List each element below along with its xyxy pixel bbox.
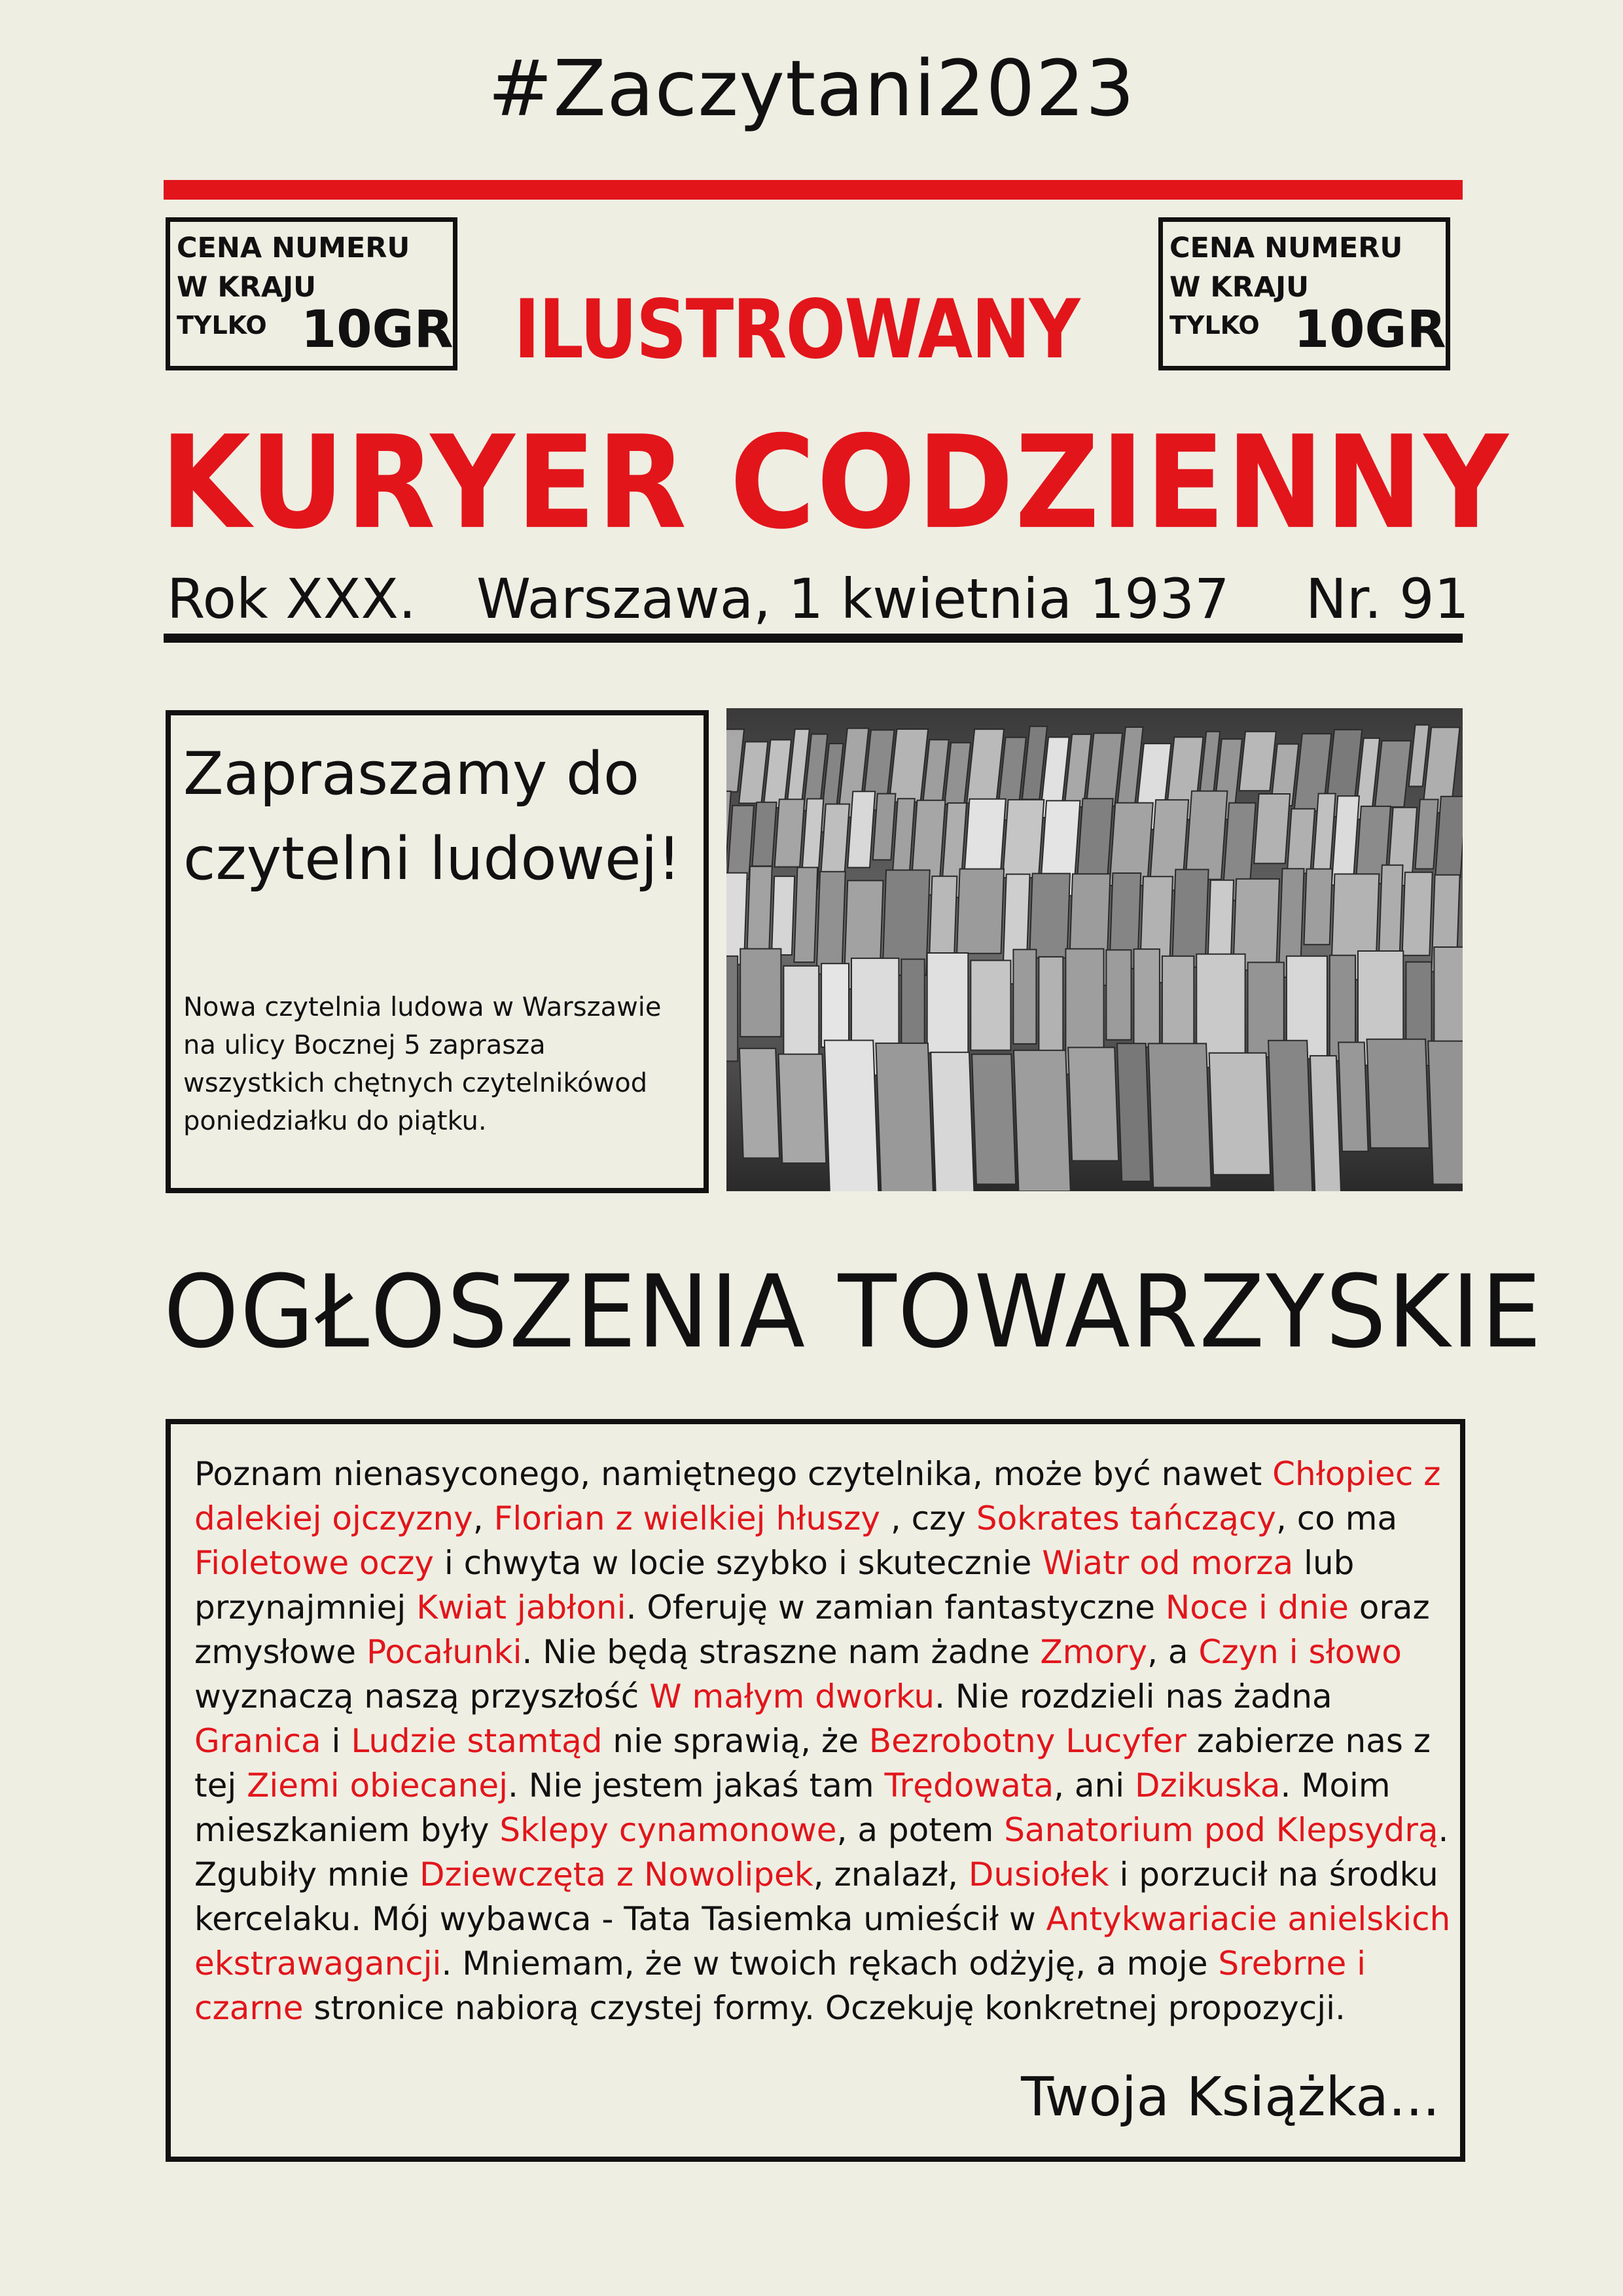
book-edge: [1402, 872, 1433, 956]
book-edge: [1304, 869, 1332, 945]
book-edge: [1068, 1047, 1118, 1160]
book-edge: [1367, 1039, 1429, 1148]
book-edge: [775, 799, 805, 867]
ad-prose: , ani: [1054, 1767, 1135, 1804]
price-amount: 10GR: [301, 300, 454, 359]
book-title: Florian z wielkiej hłuszy: [493, 1499, 880, 1537]
book-title: Zmory: [1040, 1633, 1148, 1671]
price-label-line2: W KRAJU: [177, 271, 317, 304]
book-edge: [1254, 794, 1290, 863]
book-edge: [1106, 950, 1131, 1039]
book-edge: [931, 1052, 974, 1191]
book-edge: [1186, 791, 1228, 880]
book-edge: [1134, 949, 1160, 1047]
promo-title: Zapraszamy do czytelni ludowej!: [183, 740, 681, 893]
dateline-year: Rok XXX.: [167, 567, 416, 631]
book-edge: [1434, 947, 1463, 1043]
ad-prose: lub przynajmniej: [194, 1544, 1355, 1626]
ad-prose: . Moim mieszkaniem były: [194, 1767, 1391, 1849]
book-title: Dzikuska: [1135, 1767, 1281, 1804]
book-edge: [794, 867, 817, 962]
book-edge: [1268, 1041, 1313, 1191]
ad-prose: i chwyta w locie szybko i skutecznie: [433, 1544, 1043, 1582]
book-edge: [825, 1041, 879, 1192]
book-edge: [901, 960, 924, 1057]
book-title: Sokrates tańczący: [976, 1499, 1277, 1537]
ad-prose: , znalazł,: [813, 1856, 969, 1893]
price-box-left: [166, 217, 457, 370]
book-edge: [927, 953, 969, 1053]
ad-prose: . Nie będą straszne nam żadne: [522, 1633, 1041, 1671]
book-title: Pocałunki: [366, 1633, 522, 1671]
book-edge: [1039, 957, 1063, 1052]
book-title: Sklepy cynamonowe: [499, 1811, 837, 1849]
book-edge: [1338, 1043, 1368, 1152]
price-label-line2: W KRAJU: [1169, 271, 1310, 304]
books-photo: [726, 708, 1463, 1191]
ad-prose: i: [321, 1722, 351, 1760]
book-edge: [1375, 741, 1411, 807]
ad-prose: , co ma: [1276, 1499, 1398, 1537]
price-label-line3: TYLKO: [177, 311, 267, 340]
ad-prose: . Nie rozdzieli nas żadna: [935, 1677, 1332, 1715]
book-title: Fioletowe oczy: [194, 1544, 434, 1582]
book-edge: [929, 876, 957, 956]
promo-body: Nowa czytelnia ludowa w Warszawie na ulicy Bocznej 5 zaprasza wszystkich chętnych czytelnikówod poniedziałku do piątku.: [183, 992, 662, 1136]
book-edge: [1310, 1056, 1342, 1191]
book-title: Ludzie stamtąd: [351, 1722, 603, 1760]
book-title: Wiatr od morza: [1042, 1544, 1294, 1582]
book-edge: [1003, 800, 1044, 878]
book-edge: [957, 869, 1004, 954]
price-label-line1: CENA NUMERU: [1169, 232, 1403, 264]
book-title: W małym dworku: [649, 1677, 935, 1715]
book-edge: [740, 1049, 779, 1158]
book-title: Kwiat jabłoni: [416, 1588, 626, 1626]
masthead-title: KURYER CODZIENNY: [160, 408, 1510, 558]
book-title: Czyn i słowo: [1198, 1633, 1402, 1671]
book-title: Dziewczęta z Nowolipek: [419, 1856, 813, 1893]
ad-prose: oraz zmysłowe: [194, 1588, 1430, 1671]
masthead-subtitle: ILUSTROWANY: [514, 283, 1079, 378]
book-edge: [1172, 870, 1209, 967]
book-edge: [752, 802, 776, 867]
book-edge: [1240, 732, 1276, 791]
ad-prose: stronice nabiorą czystej formy. Oczekuję konkretnej propozycji.: [303, 1989, 1346, 2027]
section-title: OGŁOSZENIA TOWARZYSKIE: [164, 1253, 1543, 1371]
ad-prose: ,: [473, 1499, 494, 1537]
ad-prose: . Nie jestem jakaś tam: [508, 1767, 885, 1804]
book-edge: [1013, 950, 1036, 1044]
book-edge: [1287, 809, 1315, 874]
ad-prose: wyznaczą naszą przyszłość: [194, 1677, 650, 1715]
price-box-right: [1158, 217, 1450, 370]
book-edge: [726, 956, 738, 1062]
dateline-place-date: Warszawa, 1 kwietnia 1937: [476, 567, 1230, 631]
book-edge: [740, 949, 781, 1037]
ad-text: [194, 1452, 1467, 2030]
book-title: Bezrobotny Lucyfer: [868, 1722, 1186, 1760]
ad-prose: , a potem: [836, 1811, 1005, 1849]
price-amount: 10GR: [1294, 300, 1446, 359]
black-divider: [164, 634, 1463, 643]
book-title: Noce i dnie: [1165, 1588, 1349, 1626]
book-title: Granica: [194, 1722, 321, 1760]
book-edge: [821, 963, 849, 1047]
book-edge: [779, 1054, 827, 1164]
book-title: Dusiołek: [968, 1856, 1109, 1893]
book-edge: [873, 794, 896, 860]
red-divider: [164, 180, 1463, 200]
book-edge: [1014, 1050, 1071, 1191]
dateline-issue: Nr. 91: [1306, 567, 1469, 631]
book-edge: [876, 1043, 933, 1191]
book-edge: [847, 791, 875, 867]
ad-prose: , a: [1147, 1633, 1199, 1671]
books-photo-illustration: [726, 708, 1463, 1191]
book-edge: [971, 960, 1010, 1050]
ad-prose: i porzucił na środku kercelaku. Mój wybawca - Tata Tasiemka umieścił w: [194, 1856, 1438, 1938]
book-edge: [1029, 874, 1070, 958]
book-title: Srebrne i czarne: [194, 1945, 1366, 2027]
book-title: Sanatorium pod Klepsydrą: [1004, 1811, 1438, 1849]
book-edge: [1379, 865, 1403, 957]
book-title: Trędowata: [884, 1767, 1054, 1804]
ad-prose: . Mniemam, że w twoich rękach odżyję, a moje: [441, 1945, 1219, 1982]
ad-prose: . Oferuję w zamian fantastyczne: [626, 1588, 1166, 1626]
book-edge: [747, 867, 772, 956]
ad-prose: , czy: [880, 1499, 976, 1537]
ad-prose: . Zgubiły mnie: [194, 1811, 1449, 1893]
book-edge: [817, 872, 846, 974]
ad-prose: zabierze nas z tej: [194, 1722, 1431, 1804]
ad-prose: nie sprawią, że: [602, 1722, 869, 1760]
book-title: Antykwariacie anielskich ekstrawagancji: [194, 1900, 1451, 1982]
book-edge: [772, 876, 794, 955]
hashtag-heading: #Zaczytani2023: [488, 43, 1135, 134]
price-label-line3: TYLKO: [1169, 311, 1260, 340]
book-title: Chłopiec z dalekiej ojczyzny: [194, 1455, 1441, 1537]
book-edge: [1149, 1043, 1211, 1187]
ad-signature: Twoja Książka...: [1021, 2066, 1440, 2128]
book-edge: [1428, 1041, 1463, 1185]
book-edge: [1117, 1043, 1150, 1181]
book-edge: [1209, 1053, 1270, 1175]
ad-prose: Poznam nienasyconego, namiętnego czytelnika, może być nawet: [194, 1455, 1273, 1493]
book-title: Ziemi obiecanej: [247, 1767, 508, 1804]
book-edge: [972, 1054, 1016, 1185]
price-label-line1: CENA NUMERU: [177, 232, 410, 264]
